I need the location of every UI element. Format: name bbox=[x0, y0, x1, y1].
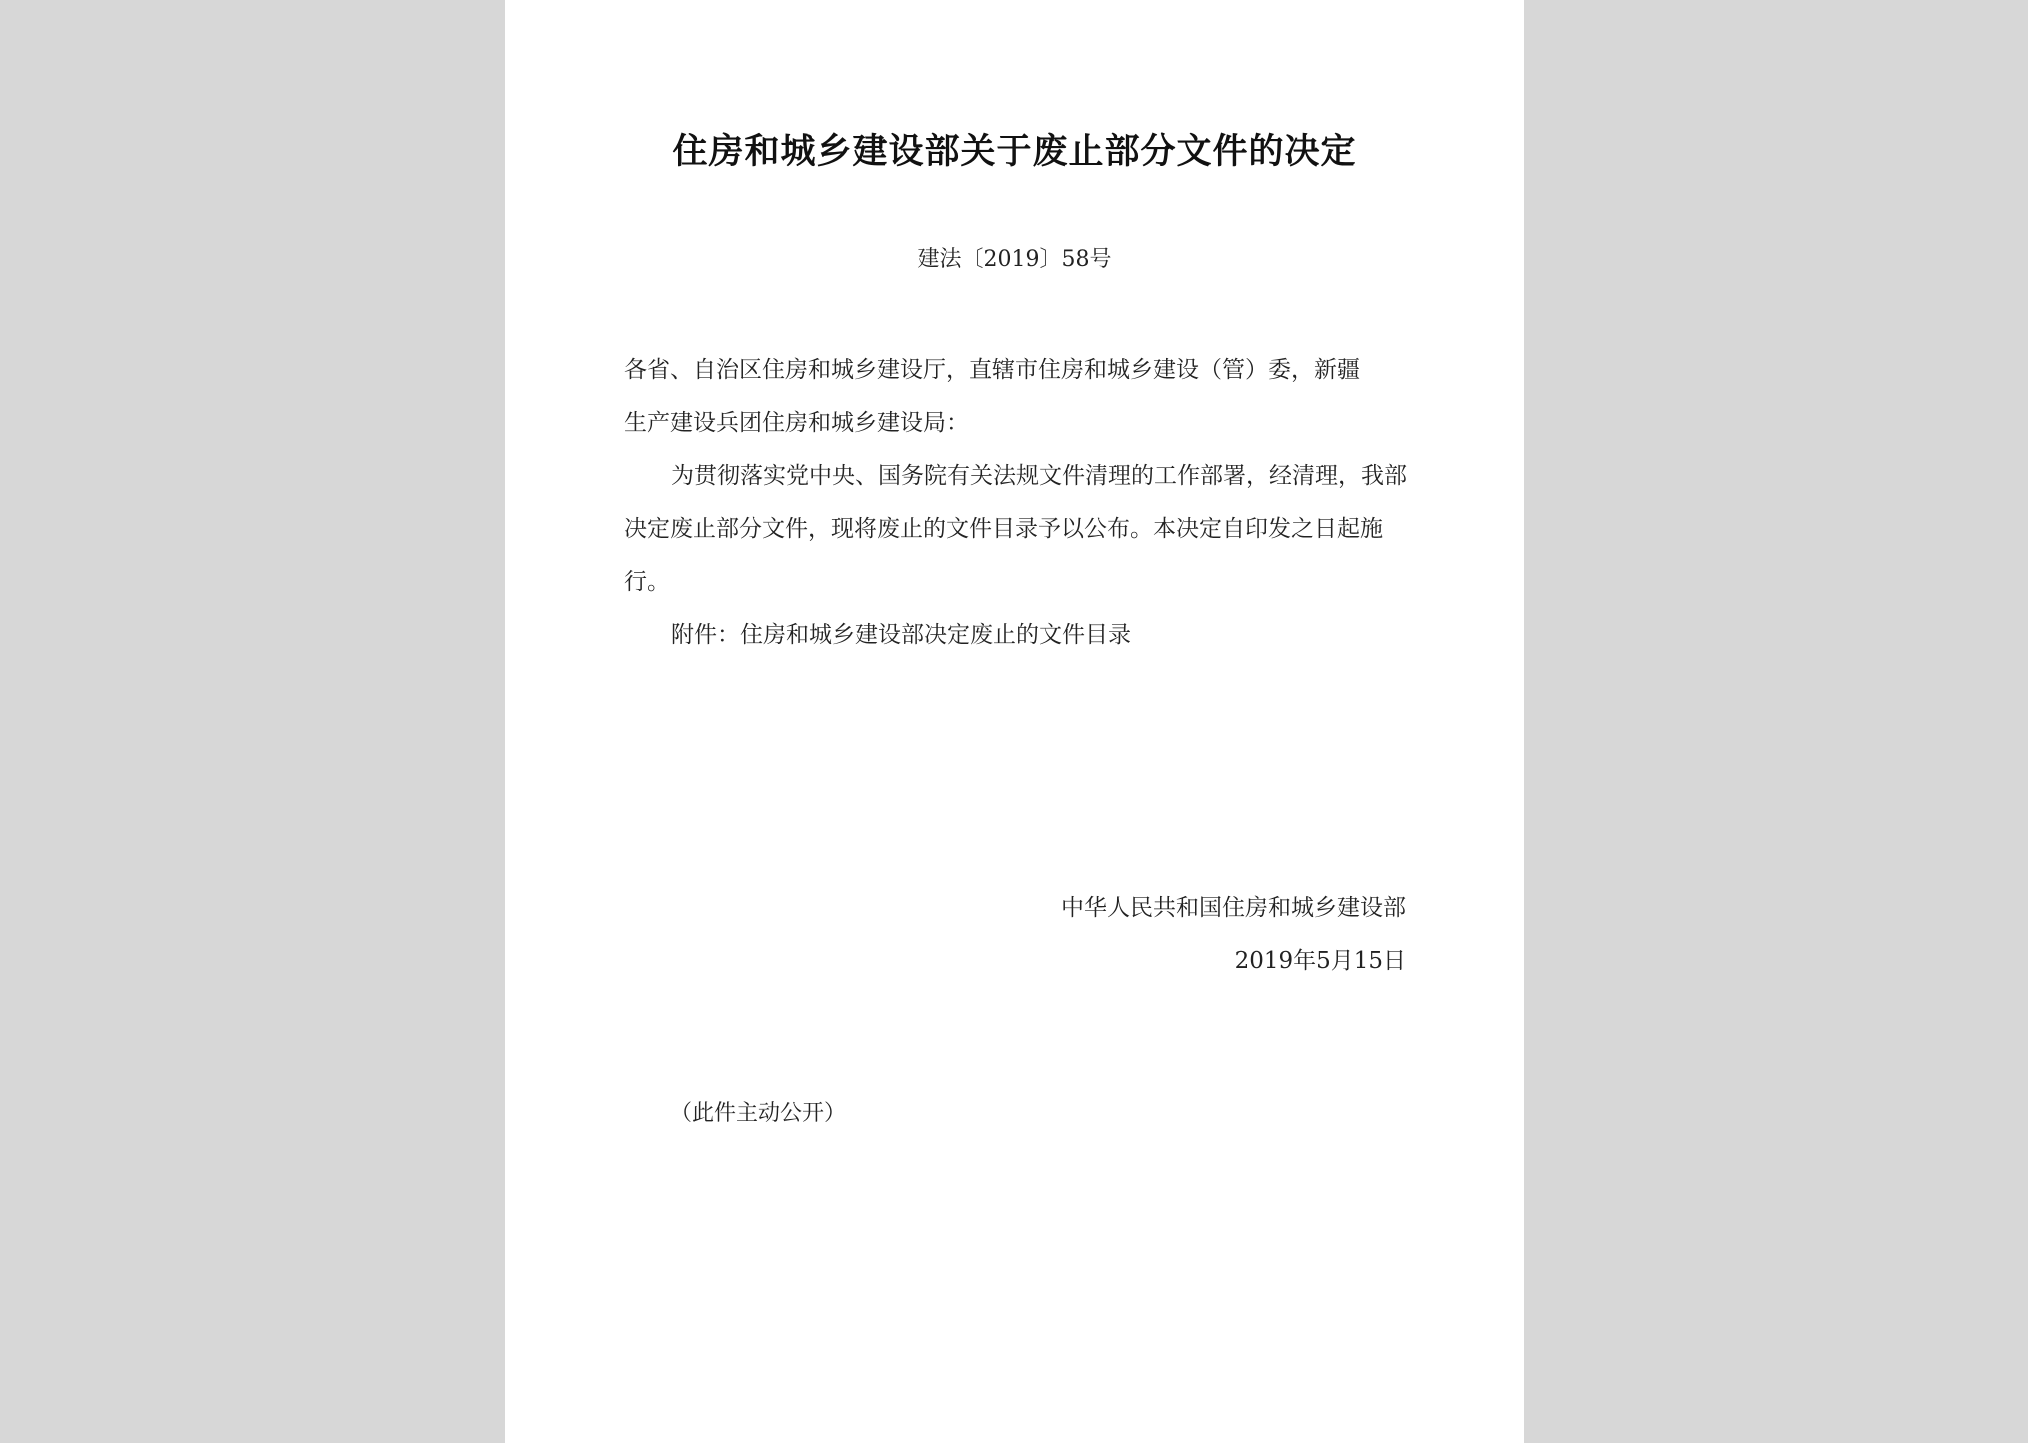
disclosure-note: （此件主动公开） bbox=[670, 1101, 847, 1126]
issue-date: 2019年5月15日 bbox=[1234, 948, 1406, 974]
addressee-line-1: 各省、自治区住房和城乡建设厅，直辖市住房和城乡建设（管）委，新疆 bbox=[624, 357, 1360, 383]
document-number: 建法〔2019〕58号 bbox=[917, 247, 1112, 272]
document-page bbox=[505, 0, 1524, 1443]
document-body bbox=[624, 344, 1409, 662]
signature-block bbox=[1061, 882, 1406, 988]
document-title: 住房和城乡建设部关于废止部分文件的决定 bbox=[672, 132, 1357, 172]
body-paragraph: 为贯彻落实党中央、国务院有关法规文件清理的工作部署，经清理，我部决定废止部分文件，现将废止的文件目录予以公布。本决定自印发之日起施行。 bbox=[624, 463, 1407, 595]
addressee-line-2: 生产建设兵团住房和城乡建设局： bbox=[624, 410, 969, 436]
attachment-line: 附件：住房和城乡建设部决定废止的文件目录 bbox=[671, 622, 1131, 648]
issuer-name: 中华人民共和国住房和城乡建设部 bbox=[1061, 895, 1406, 921]
